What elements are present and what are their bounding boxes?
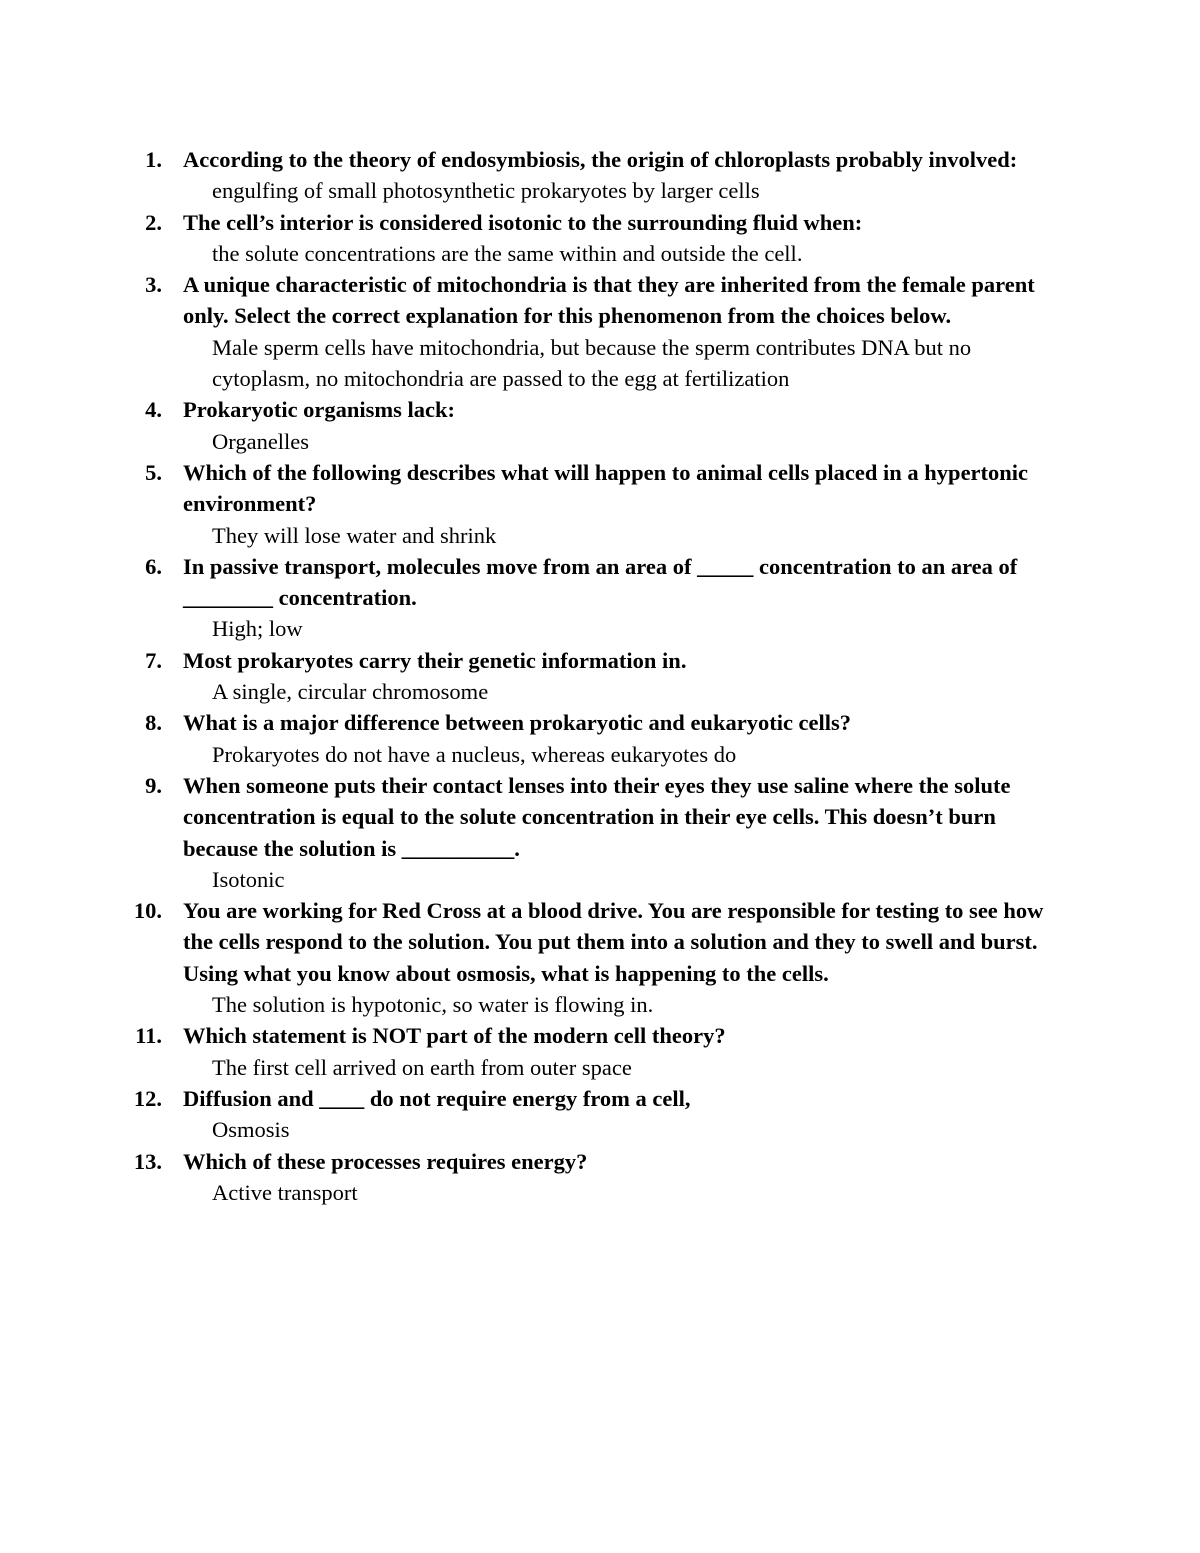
- question-item-10: [0, 895, 1200, 1020]
- question-text: When someone puts their contact lenses into their eyes they use saline where the solute concentration is equal to the solute concentration in their eye cells. This doesn’t burn because the solution is __________.: [183, 772, 1011, 861]
- question-item-1: [0, 144, 1200, 207]
- question-item-6: [0, 551, 1200, 645]
- question-item-13: [0, 1146, 1200, 1209]
- question-number: 2.: [145, 209, 162, 235]
- question-number: 7.: [145, 647, 162, 673]
- question-number: 13.: [133, 1148, 162, 1174]
- question-number: 10.: [133, 898, 162, 924]
- question-number: 5.: [145, 459, 162, 485]
- question-text: Diffusion and ____ do not require energy from a cell,: [183, 1085, 691, 1111]
- question-item-4: [0, 394, 1200, 457]
- question-text: Which of these processes requires energy?: [183, 1148, 588, 1174]
- question-item-3: [0, 269, 1200, 394]
- question-text: Prokaryotic organisms lack:: [183, 397, 456, 423]
- question-item-12: [0, 1083, 1200, 1146]
- answer-text: Organelles: [212, 428, 310, 454]
- question-item-7: [0, 645, 1200, 708]
- question-number: 3.: [145, 272, 162, 298]
- question-list: [0, 144, 1200, 1208]
- answer-text: the solute concentrations are the same within and outside the cell.: [212, 240, 803, 266]
- answer-text: engulfing of small photosynthetic prokaryotes by larger cells: [212, 178, 760, 204]
- answer-text: The solution is hypotonic, so water is flowing in.: [212, 992, 654, 1018]
- question-item-9: [0, 770, 1200, 895]
- question-number: 6.: [145, 553, 162, 579]
- answer-text: The first cell arrived on earth from outer space: [212, 1054, 632, 1080]
- question-number: 4.: [145, 397, 162, 423]
- answer-text: Osmosis: [212, 1117, 290, 1143]
- question-number: 9.: [145, 772, 162, 798]
- question-item-11: [0, 1020, 1200, 1083]
- question-text: Which statement is NOT part of the modern cell theory?: [183, 1023, 726, 1049]
- question-text: According to the theory of endosymbiosis, the origin of chloroplasts probably involved:: [183, 147, 1018, 172]
- answer-text: Prokaryotes do not have a nucleus, whereas eukaryotes do: [212, 741, 737, 767]
- question-item-5: [0, 457, 1200, 551]
- question-item-8: [0, 707, 1200, 770]
- answer-text: Isotonic: [212, 866, 285, 892]
- question-text: A unique characteristic of mitochondria is that they are inherited from the female parent only. Select the correct explanation for this phenomenon from the choices below.: [183, 272, 1035, 329]
- document-page: [0, 144, 1200, 1208]
- question-number: 11.: [135, 1023, 162, 1049]
- answer-text: They will lose water and shrink: [212, 522, 497, 548]
- question-number: 8.: [145, 710, 162, 736]
- question-text: Most prokaryotes carry their genetic information in.: [183, 647, 687, 673]
- question-item-2: [0, 207, 1200, 270]
- question-text: The cell’s interior is considered isotonic to the surrounding fluid when:: [183, 209, 863, 235]
- answer-text: A single, circular chromosome: [212, 679, 489, 705]
- question-number: 12.: [133, 1085, 162, 1111]
- answer-text: High; low: [212, 616, 303, 642]
- question-text: What is a major difference between prokaryotic and eukaryotic cells?: [183, 710, 852, 736]
- answer-text: Active transport: [212, 1179, 358, 1205]
- question-number: 1.: [145, 147, 162, 172]
- question-text: You are working for Red Cross at a blood drive. You are responsible for testing to see how the cells respond to the solution. You put them into a solution and they to swell and burst. Using what you know about osmosis, what is happening to the cells.: [183, 898, 1044, 986]
- question-text: Which of the following describes what will happen to animal cells placed in a hypertonic environment?: [183, 459, 1029, 517]
- question-text: In passive transport, molecules move from an area of _____ concentration to an area of ________ concentration.: [183, 553, 1018, 611]
- answer-text: Male sperm cells have mitochondria, but because the sperm contributes DNA but no cytoplasm, no mitochondria are passed to the egg at fertilization: [212, 334, 972, 392]
